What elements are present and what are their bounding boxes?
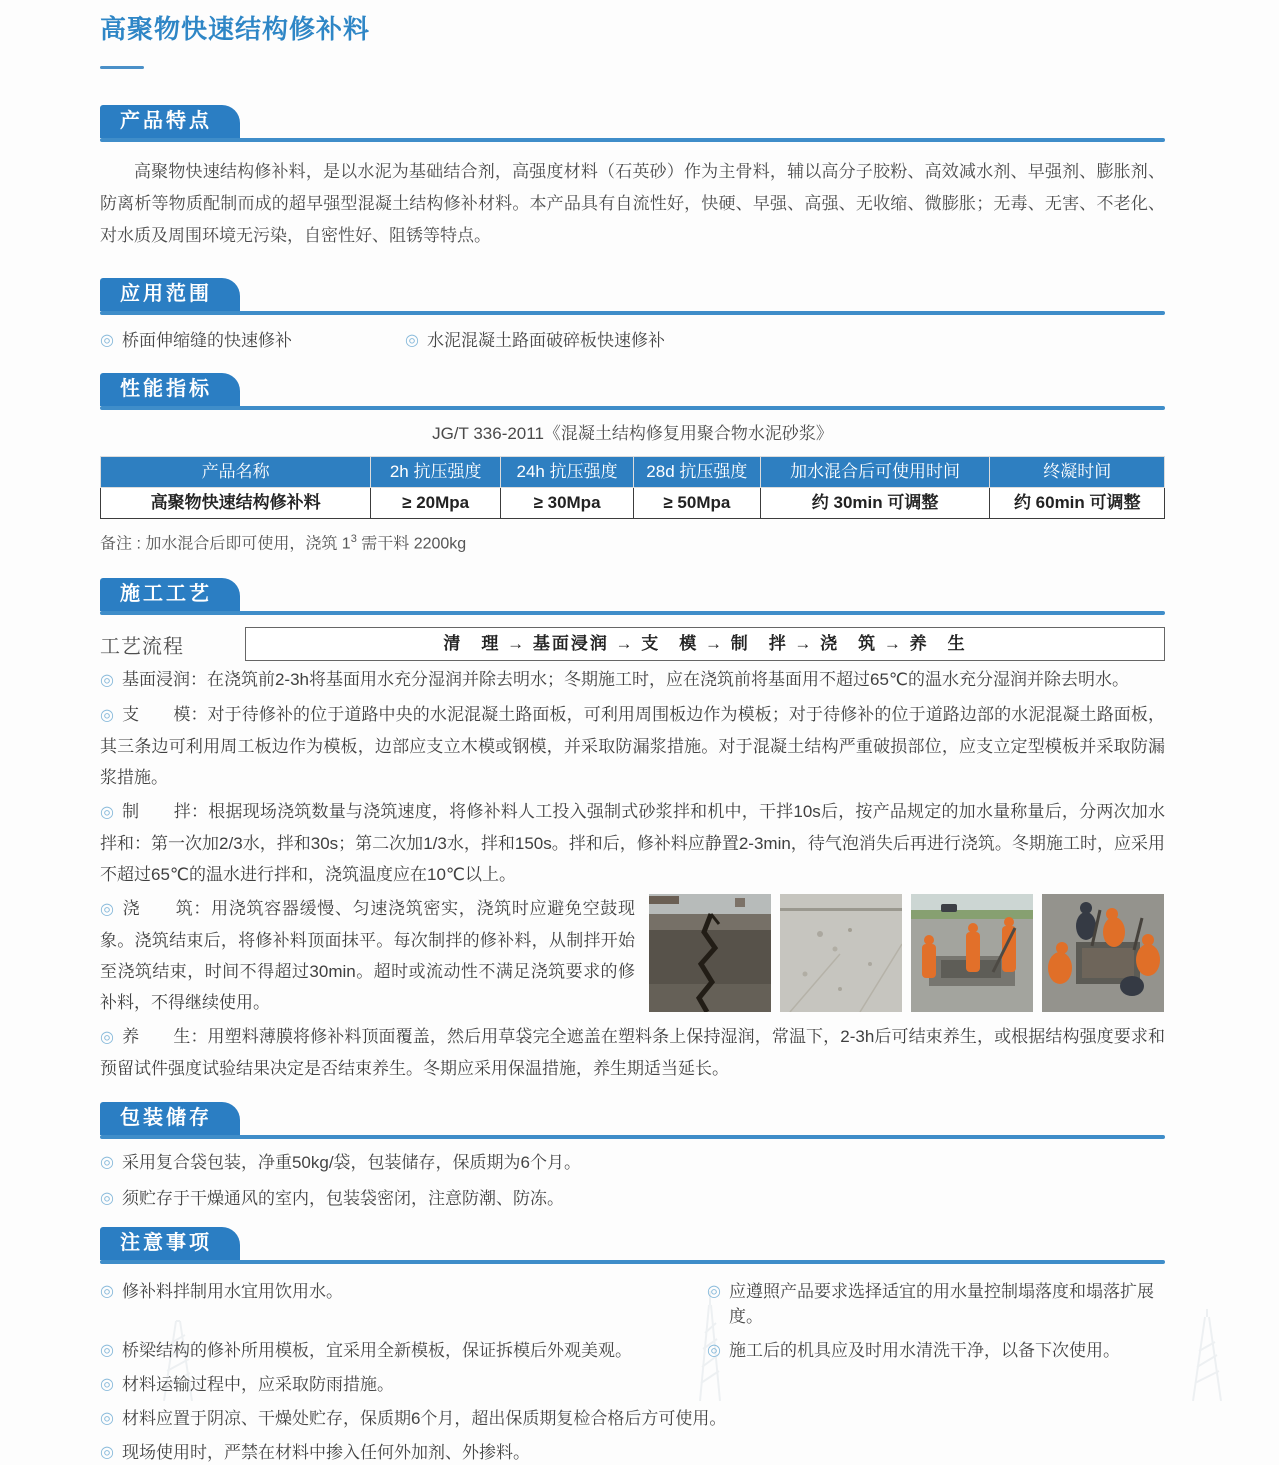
double-circle-bullet-icon: ◎ — [100, 332, 114, 349]
page-title: 高聚物快速结构修补料 — [100, 14, 371, 44]
construction-step — [100, 796, 1165, 890]
application-item — [405, 329, 665, 353]
step-text: 制 拌：根据现场浇筑数量与浇筑速度，将修补料人工投入强制式砂浆拌和机中，干拌10s后，按产品规定的加水量称量后，分两次加水拌和：第一次加2/3水，拌和30s；第二次加1/3水，拌和150s。拌和后，修补料应静置2-3min，待气泡消失后再进行浇筑。冬期施工时，应采用不超过65℃的温水进行拌和，浇筑温度应在10℃以上。 — [100, 802, 1165, 885]
concrete-surface-photo — [780, 894, 902, 1012]
precaution-item — [707, 1279, 1165, 1329]
section-underline — [100, 1260, 1165, 1264]
precaution-item — [100, 1406, 1165, 1431]
double-circle-bullet-icon: ◎ — [707, 1283, 722, 1301]
precaution-item — [100, 1372, 1165, 1397]
title-underline-dash — [100, 66, 144, 69]
double-circle-bullet-icon: ◎ — [100, 901, 115, 919]
section-underline — [100, 1135, 1165, 1139]
precaution-item-text: 修补料拌制用水宜用饮用水。 — [121, 1282, 343, 1302]
section-features — [100, 105, 1165, 252]
double-circle-bullet-icon: ◎ — [100, 1376, 114, 1394]
section-heading: 应用范围 — [120, 283, 212, 305]
table-header-cell: 终凝时间 — [990, 457, 1165, 488]
performance-table — [100, 456, 1165, 519]
construction-step — [100, 699, 1165, 793]
precaution-item-text: 现场使用时，严禁在材料中掺入任何外加剂、外掺料。 — [121, 1443, 530, 1463]
double-circle-bullet-icon: ◎ — [100, 1410, 114, 1428]
section-heading: 注意事项 — [120, 1232, 212, 1255]
section-heading: 产品特点 — [120, 110, 212, 132]
section-performance — [100, 373, 1165, 554]
application-item-label: 水泥混凝土路面破碎板快速修补 — [426, 331, 665, 350]
double-circle-bullet-icon: ◎ — [100, 1342, 114, 1360]
section-heading: 性能指标 — [120, 378, 212, 400]
table-cell: ≥ 30Mpa — [501, 488, 634, 519]
table-cell: ≥ 20Mpa — [371, 488, 501, 519]
table-header-cell: 28d 抗压强度 — [634, 457, 761, 488]
double-circle-bullet-icon: ◎ — [100, 672, 114, 690]
precaution-item — [100, 1279, 707, 1304]
footnote-superscript: 3 — [350, 533, 357, 545]
table-footnote — [100, 529, 1165, 554]
precautions-list — [100, 1270, 1165, 1465]
packaging-item-text: 采用复合袋包装，净重50kg/袋，包装储存，保质期为6个月。 — [121, 1153, 582, 1173]
features-paragraph: 高聚物快速结构修补料，是以水泥为基础结合剂，高强度材料（石英砂）作为主骨料，辅以高分子胶粉、高效减水剂、早强剂、膨胀剂、防离析等物质配制而成的超早强型混凝土结构修补材料。本产品具有自流性好，快硬、早强、高强、无收缩、微膨胀；无毒、无害、不老化、对水质及周围环境无污染，自密性好、阻锈等特点。 — [100, 162, 1165, 245]
table-header-cell: 2h 抗压强度 — [371, 457, 501, 488]
standard-reference: JG/T 336-2011《混凝土结构修复用聚合物水泥砂浆》 — [432, 424, 833, 443]
precaution-item-text: 施工后的机具应及时用水清洗干净，以备下次使用。 — [729, 1341, 1121, 1361]
table-cell: 高聚物快速结构修补料 — [101, 488, 371, 519]
table-row — [101, 488, 1165, 519]
precaution-item-text: 材料运输过程中，应采取防雨措施。 — [121, 1375, 394, 1395]
table-header-cell: 产品名称 — [101, 457, 371, 488]
section-underline — [100, 138, 1165, 142]
precaution-item-text: 应遵照产品要求选择适宜的用水量控制塌落度和塌落扩展度。 — [729, 1282, 1155, 1327]
step-text: 养 生：用塑料薄膜将修补料顶面覆盖，然后用草袋完全遮盖在塑料条上保持湿润，常温下，2-3h后可结束养生，或根据结构强度要求和预留试件强度试验结果决定是否结束养生。冬期应采用保温措施，养生期适当延长。 — [100, 1027, 1165, 1079]
section-tab-precautions — [100, 1227, 240, 1260]
table-cell: 约 60min 可调整 — [990, 488, 1165, 519]
section-heading: 施工工艺 — [120, 583, 212, 606]
double-circle-bullet-icon: ◎ — [100, 1190, 114, 1208]
step-text: 支 模：对于待修补的位于道路中央的水泥混凝土路面板，可利用周围板边作为模板；对于待修补的位于道路边部的水泥混凝土路面板，其三条边可利用周工板边作为模板，边部应支立木模或钢模，并采取防漏浆措施。对于混凝土结构严重破损部位，应支立定型模板并采取防漏浆措施。 — [100, 705, 1165, 788]
footnote-text: 需干料 2200kg — [356, 535, 467, 553]
double-circle-bullet-icon: ◎ — [100, 804, 115, 822]
double-circle-bullet-icon: ◎ — [100, 1283, 114, 1301]
table-header-cell: 加水混合后可使用时间 — [760, 457, 990, 488]
section-heading: 包装储存 — [120, 1107, 212, 1130]
section-underline — [100, 406, 1165, 410]
patch-repair-workers-photo — [1042, 894, 1164, 1012]
precaution-item — [100, 1338, 707, 1363]
precaution-item — [707, 1338, 1165, 1363]
section-underline — [100, 611, 1165, 615]
precaution-item-text: 桥梁结构的修补所用模板，宜采用全新模板，保证拆模后外观美观。 — [121, 1341, 632, 1361]
double-circle-bullet-icon: ◎ — [100, 1029, 115, 1047]
pavement-crack-photo — [649, 894, 771, 1012]
precautions-row — [100, 1270, 1165, 1329]
double-circle-bullet-icon: ◎ — [100, 707, 115, 725]
construction-step — [100, 1021, 1165, 1084]
double-circle-bullet-icon: ◎ — [100, 1444, 114, 1462]
application-item — [100, 329, 405, 353]
packaging-item — [100, 1186, 1165, 1211]
applications-list — [100, 329, 1165, 353]
section-tab-packaging — [100, 1102, 240, 1135]
double-circle-bullet-icon: ◎ — [707, 1342, 722, 1360]
application-item-label: 桥面伸缩缝的快速修补 — [121, 331, 292, 350]
section-construction — [100, 578, 1165, 1084]
table-header-row — [101, 457, 1165, 488]
packaging-item — [100, 1150, 1165, 1175]
double-circle-bullet-icon: ◎ — [405, 332, 419, 349]
precautions-row — [100, 1329, 1165, 1363]
road-repair-workers-photo — [911, 894, 1033, 1012]
table-header-cell: 24h 抗压强度 — [501, 457, 634, 488]
section-packaging — [100, 1102, 1165, 1211]
step-text: 浇 筑：用浇筑容器缓慢、匀速浇筑密实，浇筑时应避免空鼓现象。浇筑结束后，将修补料顶面抹平。每次制拌的修补料，从制拌开始至浇筑结束，时间不得超过30min。超时或流动性不满足浇筑要求的修补料，不得继续使用。 — [100, 899, 635, 1013]
section-tab-performance — [100, 373, 240, 406]
section-tab-features — [100, 105, 240, 138]
section-tab-construction — [100, 578, 240, 611]
table-cell: 约 30min 可调整 — [760, 488, 990, 519]
footnote-text: 备注 : 加水混合后即可使用，浇筑 1 — [100, 535, 351, 553]
table-cell: ≥ 50Mpa — [634, 488, 761, 519]
section-applications — [100, 278, 1165, 353]
section-underline — [100, 311, 1165, 315]
process-flow-row — [100, 627, 1165, 661]
process-flow-label: 工艺流程 — [100, 635, 184, 658]
step-text: 基面浸润：在浇筑前2-3h将基面用水充分湿润并除去明水；冬期施工时，应在浇筑前将基面用不超过65℃的温水充分湿润并除去明水。 — [121, 670, 1129, 690]
section-precautions — [100, 1227, 1165, 1465]
construction-step — [100, 664, 1165, 696]
precaution-item — [100, 1440, 1165, 1465]
packaging-item-text: 须贮存于干燥通风的室内，包装袋密闭，注意防潮、防冻。 — [121, 1189, 564, 1209]
double-circle-bullet-icon: ◎ — [100, 1154, 114, 1172]
precaution-item-text: 材料应置于阴凉、干燥处贮存，保质期6个月，超出保质期复检合格后方可使用。 — [121, 1409, 727, 1429]
process-flow-box: 清 理 → 基面浸润 → 支 模 → 制 拌 → 浇 筑 → 养 生 — [245, 627, 1165, 661]
construction-photo-strip — [649, 894, 1165, 1012]
section-tab-applications — [100, 278, 240, 311]
